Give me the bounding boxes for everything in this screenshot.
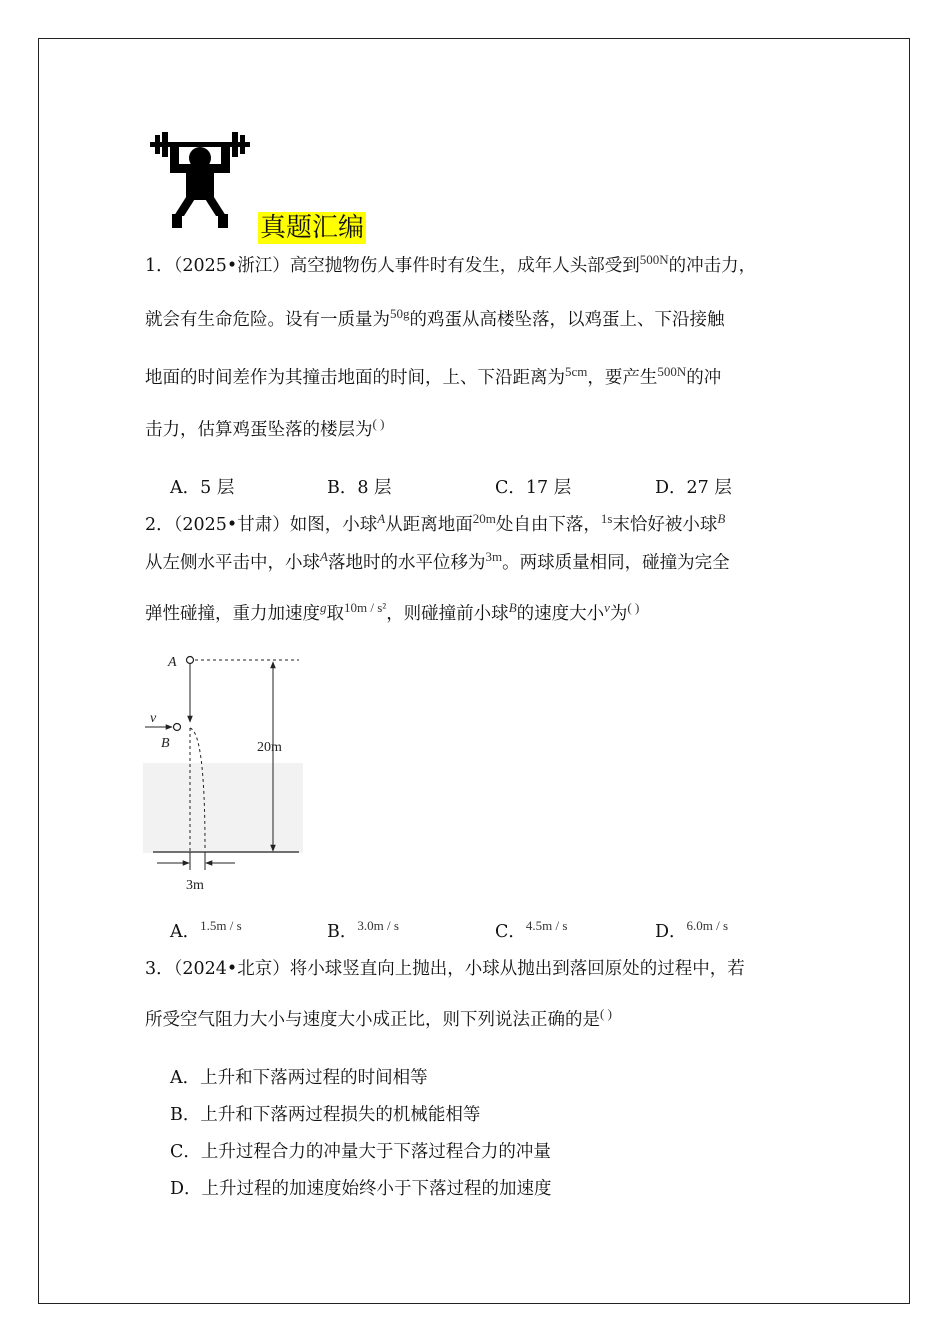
- section-title: 真题汇编: [260, 213, 365, 243]
- q1-option-d[interactable]: D．27 层: [655, 478, 732, 498]
- q3-option-c[interactable]: C．上升过程合力的冲量大于下落过程合力的冲量: [170, 1142, 551, 1162]
- q1-option-c[interactable]: C．17 层: [495, 478, 572, 498]
- q3-line-1: 3．（2024•北京）将小球竖直向上抛出，小球从抛出到落回原处的过程中，若: [145, 959, 745, 979]
- ball-b: [174, 724, 181, 731]
- q2-line-2: 从左侧水平击中，小球$^A$落地时的水平位移为$^{3m}$。两球质量相同，碰撞为完全: [145, 549, 730, 573]
- q1-line-2: 就会有生命危险。设有一质量为$^{50g}$的鸡蛋从高楼坠落，以鸡蛋上、下沿接触: [145, 306, 725, 330]
- q1-option-a[interactable]: A．5 层: [170, 478, 235, 498]
- figure-ground-shading: [143, 763, 303, 853]
- q2-option-c[interactable]: C．$^{4.5m / s}$: [495, 918, 568, 942]
- weightlifter-icon: [150, 132, 250, 228]
- q3-option-b[interactable]: B．上升和下落两过程损失的机械能相等: [170, 1105, 481, 1125]
- q1-line-1: 1．（2025•浙江）高空抛物伤人事件时有发生，成年人头部受到$^{500N}$的冲击力，: [145, 252, 757, 276]
- label-a: A: [168, 655, 177, 670]
- ball-a: [187, 657, 194, 664]
- label-b: B: [161, 736, 170, 751]
- q2-figure: [143, 648, 303, 893]
- q3-option-d[interactable]: D．上升过程的加速度始终小于下落过程的加速度: [170, 1179, 552, 1199]
- q2-line-3: 弹性碰撞，重力加速度$^g$取$^{10m / s^2}$，则碰撞前小球$^B$的速度大小$^v$为( ): [145, 600, 640, 624]
- q2-option-d[interactable]: D．$^{6.0m / s}$: [655, 918, 729, 942]
- q3-option-a[interactable]: A．上升和下落两过程的时间相等: [170, 1068, 428, 1088]
- q2-option-a[interactable]: A．$^{1.5m / s}$: [170, 918, 242, 942]
- q3-line-2: 所受空气阻力大小与速度大小成正比，则下列说法正确的是( ): [145, 1006, 612, 1030]
- label-v: v: [150, 711, 157, 726]
- q2-option-b[interactable]: B．$^{3.0m / s}$: [327, 918, 399, 942]
- label-offset: 3m: [186, 878, 204, 893]
- label-height: 20m: [257, 740, 282, 755]
- q1-option-b[interactable]: B．8 层: [327, 478, 392, 498]
- q1-line-4: 击力，估算鸡蛋坠落的楼层为( ): [145, 416, 385, 440]
- q1-line-3: 地面的时间差作为其撞击地面的时间，上、下沿距离为$^{5cm}$，要产生$^{500N}$的冲: [145, 364, 722, 388]
- q2-line-1: 2．（2025•甘肃）如图，小球$^A$从距离地面$^{20m}$处自由下落，$^{1s}$末恰好被小球$^B$: [145, 511, 726, 535]
